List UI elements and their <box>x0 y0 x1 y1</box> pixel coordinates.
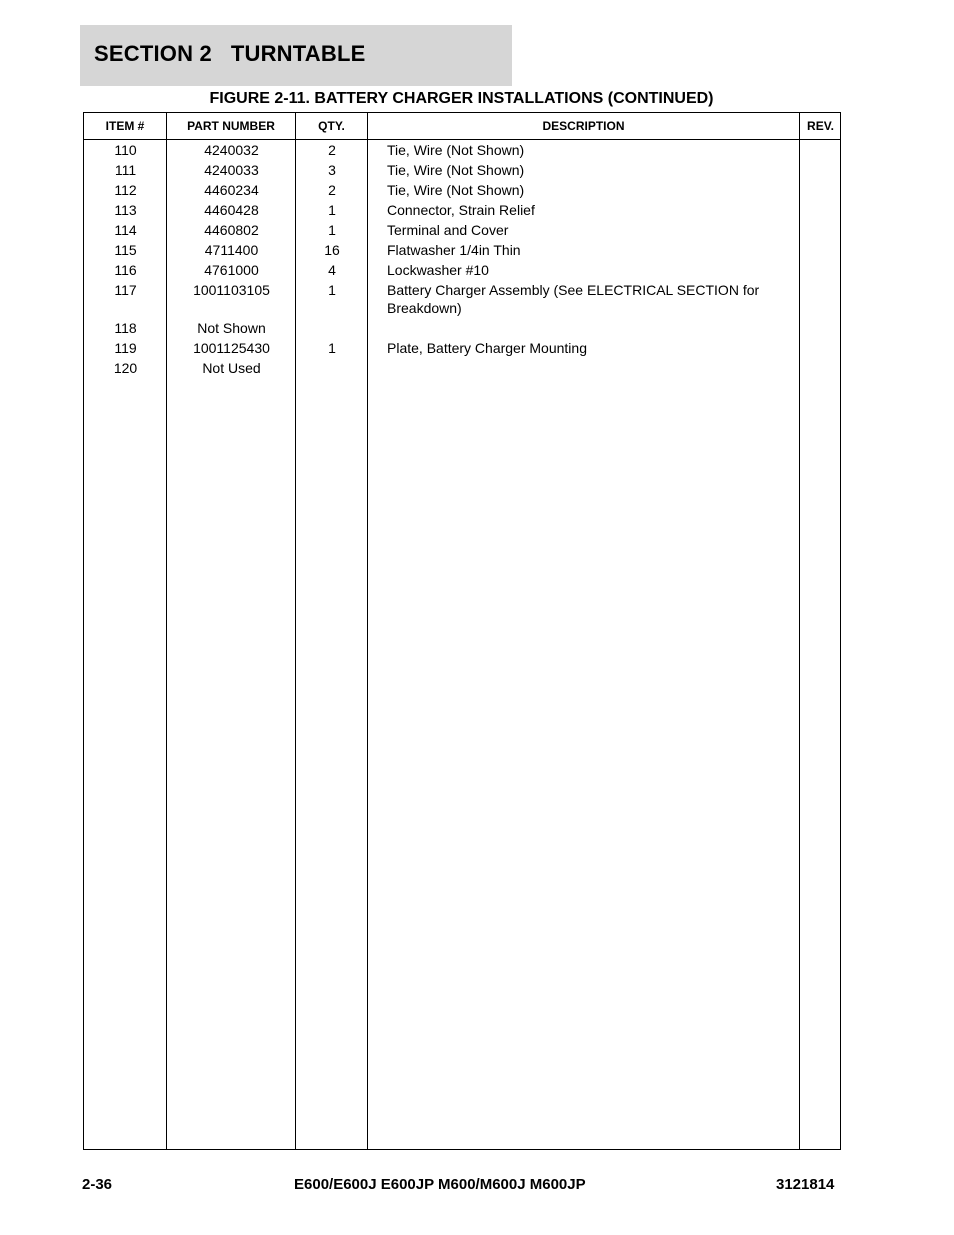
qty-cell: 1 <box>328 282 336 298</box>
part-number-cell: 4240032 <box>204 142 259 158</box>
qty-cell: 16 <box>324 242 340 258</box>
item-cell: 115 <box>114 242 137 258</box>
parts-table <box>83 112 841 1150</box>
part-number-cell: 1001125430 <box>193 340 270 356</box>
part-number-cell: Not Shown <box>197 320 266 336</box>
header-item: ITEM # <box>105 119 145 133</box>
item-cell: 114 <box>114 222 137 238</box>
header-qty: QTY. <box>318 119 345 133</box>
part-number-cell: 4460234 <box>204 182 259 198</box>
part-number-cell: 4460428 <box>204 202 259 218</box>
part-number-cell: 4711400 <box>204 242 259 258</box>
table-row <box>84 160 840 180</box>
table-row <box>84 180 840 200</box>
header-rev: REV. <box>807 119 834 133</box>
description-cell: Flatwasher 1/4in Thin <box>387 242 521 258</box>
description-cell <box>387 359 787 377</box>
qty-cell: 1 <box>328 222 336 238</box>
document-number: 3121814 <box>776 1176 835 1193</box>
section-banner <box>80 25 512 86</box>
description-cell: Tie, Wire (Not Shown) <box>387 142 525 158</box>
item-cell: 117 <box>114 282 137 298</box>
item-cell: 120 <box>113 360 138 376</box>
item-cell: 110 <box>114 142 137 158</box>
item-cell: 119 <box>114 340 137 356</box>
table-body <box>84 140 840 378</box>
page-number: 2-36 <box>82 1176 113 1193</box>
part-number-cell: 1001103105 <box>193 282 270 298</box>
table-row <box>84 338 840 358</box>
section-title: SECTION 2 TURNTABLE <box>94 41 366 66</box>
description-cell: Tie, Wire (Not Shown) <box>387 162 525 178</box>
part-number-cell: Not Used <box>202 360 261 376</box>
item-cell: 112 <box>114 182 137 198</box>
part-number-cell: 4761000 <box>204 262 259 278</box>
item-cell: 116 <box>114 262 137 278</box>
table-row <box>84 280 840 318</box>
table-row <box>84 200 840 220</box>
description-cell: Terminal and Cover <box>387 222 509 238</box>
qty-cell: 1 <box>328 340 336 356</box>
description-cell: Lockwasher #10 <box>387 262 489 278</box>
item-cell: 118 <box>114 320 137 336</box>
part-number-cell: 4240033 <box>204 162 259 178</box>
part-number-cell: 4460802 <box>204 222 259 238</box>
description-cell: Battery Charger Assembly (See ELECTRICAL SECTION for Breakdown) <box>387 282 760 316</box>
table-row <box>84 140 840 160</box>
item-cell: 113 <box>114 202 137 218</box>
table-row <box>84 240 840 260</box>
qty-cell: 1 <box>328 202 336 218</box>
model-list: E600/E600J E600JP M600/M600J M600JP <box>294 1176 586 1193</box>
qty-cell: 4 <box>328 262 336 278</box>
description-cell: Tie, Wire (Not Shown) <box>387 182 525 198</box>
qty-cell: 3 <box>328 162 336 178</box>
table-row <box>84 260 840 280</box>
description-cell <box>387 319 787 337</box>
figure-title: FIGURE 2-11. BATTERY CHARGER INSTALLATIONS (CONTINUED) <box>209 90 714 107</box>
table-row <box>84 220 840 240</box>
header-part-number: PART NUMBER <box>187 119 275 133</box>
table-row <box>84 318 840 338</box>
item-cell: 111 <box>114 162 137 178</box>
table-row <box>84 358 840 378</box>
description-cell: Plate, Battery Charger Mounting <box>387 340 587 356</box>
qty-cell: 2 <box>328 182 336 198</box>
header-description: DESCRIPTION <box>542 119 625 133</box>
qty-cell: 2 <box>328 142 336 158</box>
description-cell: Connector, Strain Relief <box>387 202 535 218</box>
